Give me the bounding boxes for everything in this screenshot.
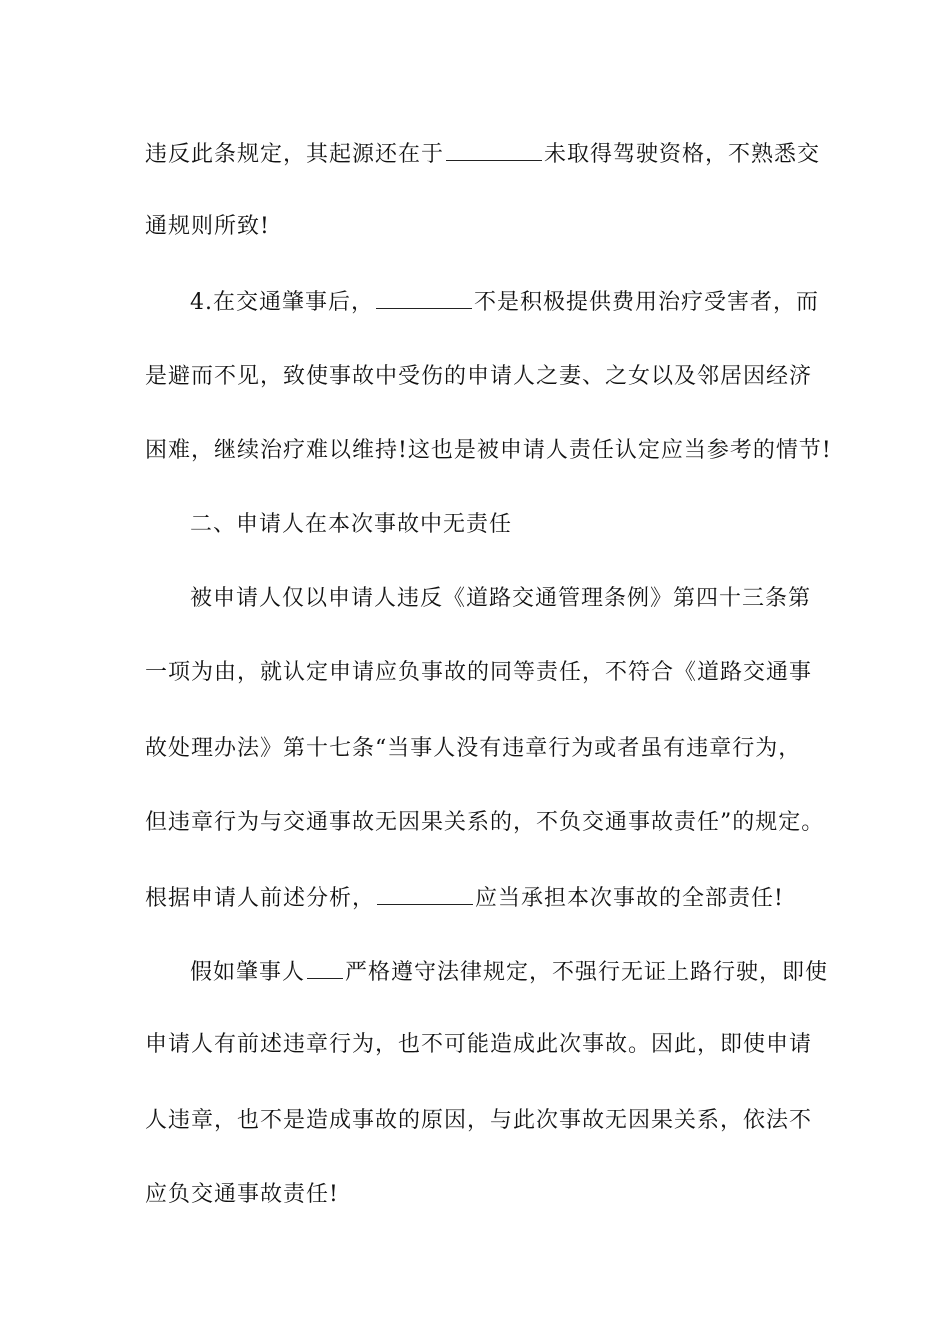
text-segment: 严格遵守法律规定，不强行无证上路行驶，即使 — [345, 960, 829, 985]
fill-in-blank — [446, 138, 542, 161]
text-segment: 故处理办法》第十七条“当事人没有违章行为或者虽有违章行为， — [145, 736, 802, 761]
fill-in-blank — [377, 882, 473, 905]
text-segment: 但违章行为与交通事故无因果关系的，不负交通事故责任”的规定。 — [145, 810, 825, 835]
text-line — [190, 584, 870, 614]
text-segment: 困难，继续治疗难以维持!这也是被申请人责任认定应当参考的情节! — [145, 438, 832, 463]
text-segment: 4.在交通肇事后， — [190, 290, 374, 315]
text-line — [145, 734, 825, 764]
text-segment: 被申请人仅以申请人违反《道路交通管理条例》第四十三条第 — [190, 586, 812, 611]
text-segment: 未取得驾驶资格，不熟悉交 — [544, 142, 821, 167]
text-segment: 应当承担本次事故的全部责任! — [475, 886, 784, 911]
text-line — [145, 882, 825, 914]
text-line — [145, 808, 825, 838]
text-segment: 应负交通事故责任! — [145, 1182, 339, 1207]
text-line — [145, 658, 825, 688]
text-segment: 假如肇事人 — [190, 960, 306, 985]
text-line — [145, 1106, 825, 1136]
text-segment: 通规则所致! — [145, 214, 270, 239]
text-line — [145, 212, 825, 242]
text-line — [145, 362, 825, 392]
text-line — [145, 138, 825, 170]
text-segment: 一项为由，就认定申请应负事故的同等责任，不符合《道路交通事 — [145, 660, 813, 685]
text-line — [145, 1180, 825, 1210]
text-segment: 是避而不见，致使事故中受伤的申请人之妻、之女以及邻居因经济 — [145, 364, 813, 389]
text-segment: 人违章，也不是造成事故的原因，与此次事故无因果关系，依法不 — [145, 1108, 813, 1133]
text-line — [145, 436, 832, 466]
fill-in-blank — [376, 286, 472, 309]
heading-text: 二、申请人在本次事故中无责任 — [190, 512, 513, 537]
text-line — [190, 286, 870, 318]
fill-in-blank — [307, 956, 343, 979]
text-line — [190, 956, 870, 988]
text-segment: 根据申请人前述分析， — [145, 886, 376, 911]
section-heading — [190, 510, 870, 540]
text-segment: 违反此条规定，其起源还在于 — [145, 142, 445, 167]
text-line — [145, 1030, 825, 1060]
text-segment: 申请人有前述违章行为，也不可能造成此次事故。因此，即使申请 — [145, 1032, 813, 1057]
text-segment: 不是积极提供费用治疗受害者，而 — [474, 290, 820, 315]
